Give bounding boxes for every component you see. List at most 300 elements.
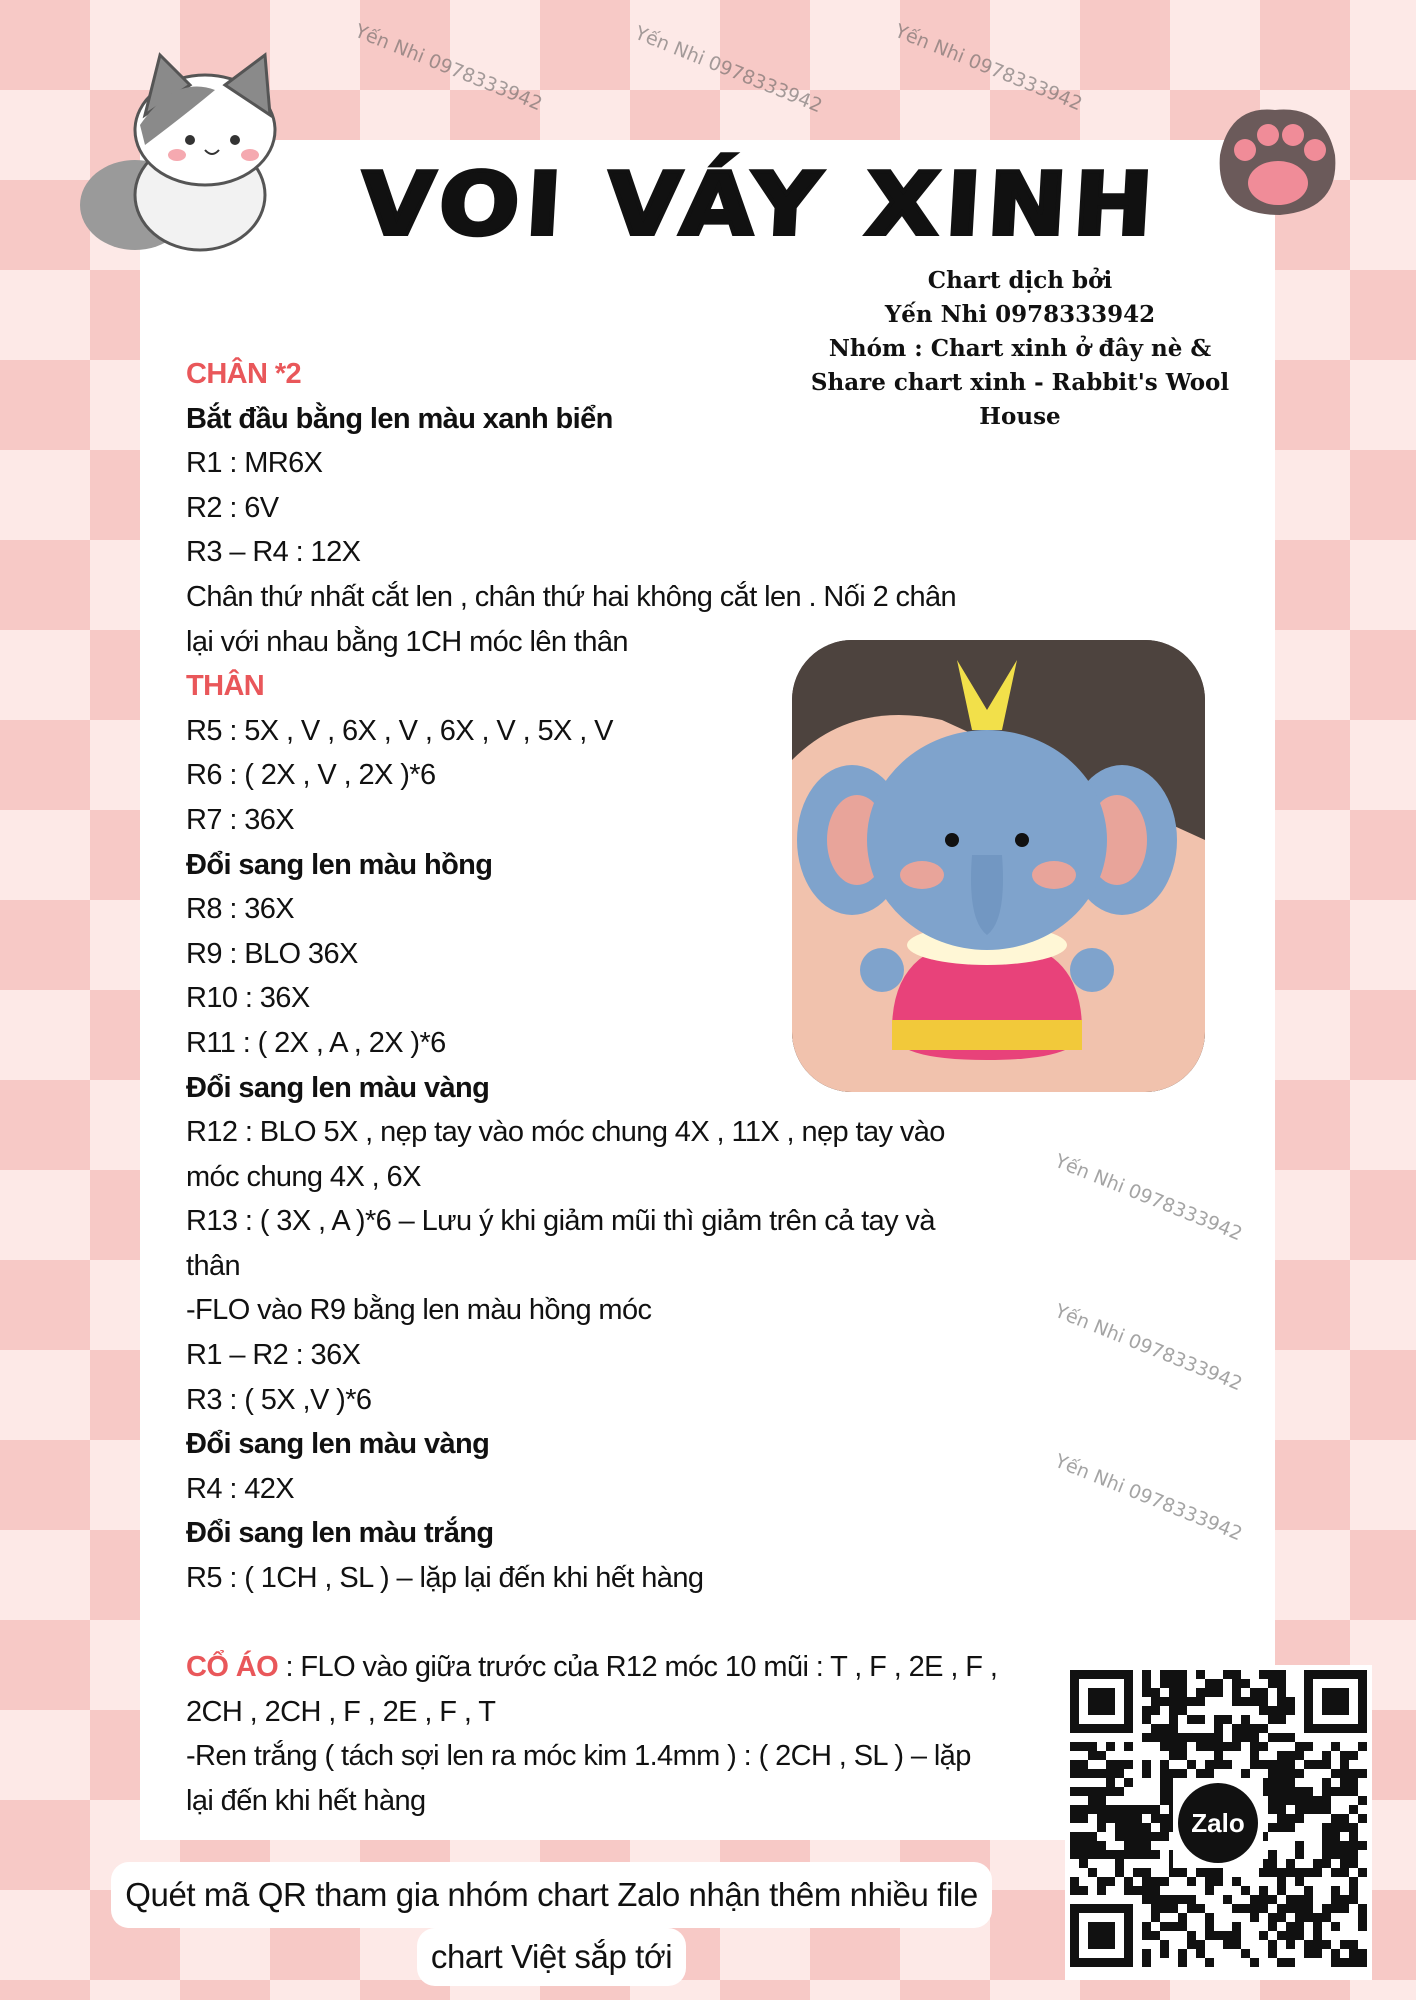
qr-module [1286, 1931, 1295, 1940]
qr-module [1097, 1886, 1106, 1895]
qr-module [1340, 1787, 1349, 1796]
watermark-text: Yến Nhi 0978333942 [1051, 1300, 1246, 1396]
qr-module [1349, 1751, 1358, 1760]
color-change-note: Bắt đầu bằng len màu xanh biển [186, 402, 613, 435]
qr-module [1115, 1760, 1124, 1769]
qr-module [1214, 1931, 1223, 1940]
qr-module [1070, 1814, 1079, 1823]
qr-module [1232, 1742, 1241, 1751]
qr-module [1286, 1769, 1295, 1778]
qr-module [1205, 1913, 1214, 1922]
qr-module [1097, 1841, 1106, 1850]
qr-module [1178, 1688, 1187, 1697]
qr-module [1349, 1940, 1358, 1949]
qr-module [1142, 1958, 1151, 1967]
qr-module [1277, 1904, 1286, 1913]
qr-module [1151, 1688, 1160, 1697]
qr-module [1106, 1805, 1115, 1814]
qr-module [1286, 1868, 1295, 1877]
qr-module [1106, 1778, 1115, 1787]
qr-module [1115, 1787, 1124, 1796]
qr-module [1250, 1760, 1259, 1769]
qr-module [1115, 1868, 1124, 1877]
qr-module [1160, 1778, 1169, 1787]
qr-module [1322, 1832, 1331, 1841]
qr-module [1340, 1868, 1349, 1877]
qr-module [1331, 1832, 1340, 1841]
qr-module [1124, 1886, 1133, 1895]
qr-module [1322, 1823, 1331, 1832]
qr-module [1241, 1733, 1250, 1742]
qr-module [1286, 1751, 1295, 1760]
qr-module [1160, 1697, 1169, 1706]
qr-module [1295, 1868, 1304, 1877]
qr-module [1160, 1724, 1169, 1733]
qr-module [1133, 1886, 1142, 1895]
qr-module [1205, 1760, 1214, 1769]
pattern-line: thân [186, 1249, 241, 1282]
qr-module [1169, 1706, 1178, 1715]
qr-module [1097, 1877, 1106, 1886]
qr-module [1340, 1751, 1349, 1760]
qr-module [1160, 1679, 1169, 1688]
qr-module [1313, 1796, 1322, 1805]
qr-module [1295, 1751, 1304, 1760]
qr-module [1295, 1922, 1304, 1931]
qr-module [1124, 1832, 1133, 1841]
qr-module [1331, 1841, 1340, 1850]
qr-module [1169, 1751, 1178, 1760]
qr-module [1295, 1895, 1304, 1904]
qr-module [1151, 1706, 1160, 1715]
qr-module [1259, 1868, 1268, 1877]
qr-module [1277, 1688, 1286, 1697]
qr-module [1286, 1922, 1295, 1931]
qr-module [1232, 1733, 1241, 1742]
qr-module [1286, 1940, 1295, 1949]
qr-module [1142, 1760, 1151, 1769]
qr-module [1106, 1742, 1115, 1751]
qr-module [1268, 1733, 1277, 1742]
pattern-line: R1 : MR6X [186, 447, 323, 480]
qr-module [1133, 1814, 1142, 1823]
qr-module [1331, 1823, 1340, 1832]
qr-module [1205, 1742, 1214, 1751]
qr-module [1295, 1742, 1304, 1751]
qr-module [1295, 1769, 1304, 1778]
qr-module [1313, 1868, 1322, 1877]
qr-module [1088, 1850, 1097, 1859]
qr-module [1169, 1922, 1178, 1931]
qr-module [1304, 1805, 1313, 1814]
qr-module [1358, 1958, 1367, 1967]
qr-module [1088, 1922, 1115, 1949]
qr-module [1277, 1877, 1286, 1886]
qr-module [1160, 1832, 1169, 1841]
watermark-text: Yến Nhi 0978333942 [1051, 1450, 1246, 1546]
qr-module [1277, 1706, 1286, 1715]
qr-module [1277, 1787, 1286, 1796]
qr-module [1349, 1895, 1358, 1904]
qr-module [1286, 1859, 1295, 1868]
qr-module [1349, 1949, 1358, 1958]
qr-module [1232, 1724, 1241, 1733]
color-change-note: Đổi sang len màu hồng [186, 848, 493, 881]
qr-module [1160, 1733, 1169, 1742]
qr-module [1187, 1904, 1196, 1913]
qr-module [1187, 1940, 1196, 1949]
qr-module [1268, 1670, 1277, 1679]
qr-module [1178, 1895, 1187, 1904]
qr-module [1250, 1913, 1259, 1922]
qr-module [1079, 1805, 1088, 1814]
qr-module [1250, 1733, 1259, 1742]
qr-module [1142, 1832, 1151, 1841]
qr-module [1331, 1895, 1340, 1904]
qr-module [1277, 1796, 1286, 1805]
qr-module [1322, 1751, 1331, 1760]
qr-module [1232, 1877, 1241, 1886]
qr-module [1178, 1742, 1187, 1751]
qr-module [1277, 1823, 1286, 1832]
qr-module [1259, 1895, 1268, 1904]
qr-module [1196, 1904, 1205, 1913]
qr-module [1178, 1949, 1187, 1958]
qr-module [1160, 1769, 1169, 1778]
qr-module [1331, 1769, 1340, 1778]
qr-module [1097, 1805, 1106, 1814]
qr-module [1340, 1958, 1349, 1967]
qr-module [1169, 1715, 1178, 1724]
qr-module [1322, 1913, 1331, 1922]
qr-module [1340, 1895, 1349, 1904]
qr-module [1268, 1787, 1277, 1796]
qr-module [1232, 1679, 1241, 1688]
qr-module [1070, 1841, 1079, 1850]
qr-module [1187, 1715, 1196, 1724]
qr-module [1133, 1850, 1142, 1859]
credit-line: Yến Nhi 0978333942 [884, 301, 1156, 328]
qr-module [1160, 1823, 1169, 1832]
qr-module [1250, 1724, 1259, 1733]
pattern-line: R5 : ( 1CH , SL ) – lặp lại đến khi hết hàng [186, 1562, 704, 1595]
qr-module [1079, 1886, 1088, 1895]
qr-module [1322, 1841, 1331, 1850]
qr-module [1349, 1778, 1358, 1787]
qr-module [1205, 1958, 1214, 1967]
qr-module [1079, 1769, 1088, 1778]
qr-module [1286, 1958, 1295, 1967]
qr-module [1295, 1904, 1304, 1913]
qr-module [1133, 1832, 1142, 1841]
qr-module [1214, 1868, 1223, 1877]
qr-module [1214, 1877, 1223, 1886]
pattern-line: lại với nhau bằng 1CH móc lên thân [186, 625, 628, 658]
qr-module [1232, 1697, 1241, 1706]
qr-module [1124, 1814, 1133, 1823]
qr-module [1151, 1904, 1160, 1913]
qr-module [1277, 1697, 1286, 1706]
qr-module [1349, 1859, 1358, 1868]
color-change-note: Đổi sang len màu trắng [186, 1517, 494, 1550]
qr-module [1151, 1814, 1160, 1823]
qr-module [1196, 1742, 1205, 1751]
pattern-line: R8 : 36X [186, 893, 295, 926]
zalo-qr-code[interactable] [1065, 1665, 1372, 1980]
qr-module [1205, 1688, 1214, 1697]
qr-module [1151, 1724, 1160, 1733]
qr-module [1070, 1877, 1079, 1886]
qr-module [1070, 1886, 1079, 1895]
banner-line: chart Việt sắp tới [417, 1928, 686, 1986]
qr-module [1349, 1823, 1358, 1832]
qr-module [1295, 1931, 1304, 1940]
qr-module [1151, 1805, 1160, 1814]
qr-module [1286, 1895, 1295, 1904]
qr-module [1331, 1949, 1340, 1958]
qr-module [1196, 1769, 1205, 1778]
qr-module [1178, 1922, 1187, 1931]
qr-module [1295, 1841, 1304, 1850]
elephant-photo [792, 640, 1205, 1092]
qr-module [1133, 1823, 1142, 1832]
qr-module [1277, 1868, 1286, 1877]
qr-module [1340, 1769, 1349, 1778]
qr-module [1349, 1850, 1358, 1859]
qr-module [1079, 1787, 1088, 1796]
qr-module [1169, 1733, 1178, 1742]
pattern-line: R5 : 5X , V , 6X , V , 6X , V , 5X , V [186, 714, 613, 747]
qr-module [1268, 1679, 1277, 1688]
pattern-line: R10 : 36X [186, 982, 310, 1015]
qr-module [1295, 1913, 1304, 1922]
qr-module [1205, 1769, 1214, 1778]
qr-module [1223, 1670, 1232, 1679]
qr-module [1115, 1805, 1124, 1814]
qr-module [1313, 1922, 1322, 1931]
qr-module [1160, 1787, 1169, 1796]
qr-module [1178, 1913, 1187, 1922]
qr-module [1115, 1823, 1124, 1832]
credit-line: House [979, 403, 1061, 430]
qr-module [1088, 1868, 1097, 1877]
qr-module [1232, 1922, 1241, 1931]
qr-module [1133, 1841, 1142, 1850]
qr-module [1169, 1868, 1178, 1877]
qr-module [1358, 1949, 1367, 1958]
qr-module [1178, 1697, 1187, 1706]
qr-module [1169, 1742, 1178, 1751]
qr-module [1331, 1868, 1340, 1877]
qr-module [1088, 1787, 1097, 1796]
qr-module [1106, 1787, 1115, 1796]
pattern-line: lại đến khi hết hàng [186, 1785, 426, 1817]
qr-module [1241, 1679, 1250, 1688]
qr-module [1313, 1940, 1322, 1949]
qr-module [1277, 1931, 1286, 1940]
qr-module [1331, 1922, 1340, 1931]
qr-module [1151, 1877, 1160, 1886]
color-change-note: Đổi sang len màu vàng [186, 1071, 490, 1104]
qr-module [1088, 1769, 1097, 1778]
qr-module [1169, 1724, 1178, 1733]
qr-module [1070, 1787, 1079, 1796]
qr-module [1205, 1886, 1214, 1895]
qr-module [1151, 1832, 1160, 1841]
qr-module [1214, 1742, 1223, 1751]
qr-module [1232, 1904, 1241, 1913]
qr-module [1187, 1733, 1196, 1742]
qr-module [1142, 1733, 1151, 1742]
pattern-line: -FLO vào R9 bằng len màu hồng móc [186, 1294, 652, 1327]
qr-module [1358, 1796, 1367, 1805]
pattern-line: R7 : 36X [186, 803, 295, 836]
qr-module [1088, 1805, 1097, 1814]
qr-module [1214, 1733, 1223, 1742]
qr-module [1178, 1733, 1187, 1742]
qr-module [1286, 1814, 1295, 1823]
qr-module [1286, 1778, 1295, 1787]
qr-module [1268, 1715, 1277, 1724]
qr-module [1259, 1886, 1268, 1895]
qr-module [1088, 1832, 1097, 1841]
qr-module [1322, 1904, 1331, 1913]
qr-module [1286, 1760, 1295, 1769]
qr-module [1286, 1733, 1295, 1742]
qr-module [1124, 1823, 1133, 1832]
qr-module [1160, 1796, 1169, 1805]
qr-module [1241, 1949, 1250, 1958]
qr-module [1349, 1769, 1358, 1778]
pattern-line: R1 – R2 : 36X [186, 1339, 361, 1372]
qr-module [1304, 1787, 1313, 1796]
qr-module [1133, 1805, 1142, 1814]
qr-module [1295, 1877, 1304, 1886]
qr-module [1268, 1796, 1277, 1805]
qr-module [1268, 1913, 1277, 1922]
qr-module [1205, 1679, 1214, 1688]
pattern-line: : FLO vào giữa trước của R12 móc 10 mũi : T , F , 2E , F , [278, 1651, 998, 1684]
qr-module [1268, 1859, 1277, 1868]
qr-module [1124, 1742, 1133, 1751]
qr-module [1295, 1850, 1304, 1859]
qr-module [1196, 1868, 1205, 1877]
qr-module [1268, 1823, 1277, 1832]
qr-module [1079, 1742, 1088, 1751]
qr-module [1169, 1769, 1178, 1778]
qr-module [1358, 1868, 1367, 1877]
color-change-note: Đổi sang len màu vàng [186, 1428, 490, 1461]
qr-module [1160, 1895, 1169, 1904]
qr-module [1349, 1805, 1358, 1814]
qr-module [1070, 1769, 1079, 1778]
qr-module [1295, 1787, 1304, 1796]
qr-module [1160, 1814, 1169, 1823]
qr-module [1142, 1931, 1151, 1940]
qr-module [1214, 1679, 1223, 1688]
pattern-line: R2 : 6V [186, 491, 279, 524]
qr-module [1070, 1760, 1079, 1769]
qr-module [1214, 1751, 1223, 1760]
qr-module [1115, 1814, 1124, 1823]
pattern-line: móc chung 4X , 6X [186, 1160, 421, 1193]
qr-module [1241, 1697, 1250, 1706]
qr-module [1331, 1958, 1340, 1967]
qr-module [1304, 1895, 1313, 1904]
qr-module [1178, 1958, 1187, 1967]
qr-module [1097, 1850, 1106, 1859]
qr-module [1178, 1868, 1187, 1877]
qr-module [1268, 1706, 1277, 1715]
qr-module [1088, 1841, 1097, 1850]
qr-module [1124, 1841, 1133, 1850]
qr-module [1241, 1769, 1250, 1778]
qr-module [1340, 1760, 1349, 1769]
qr-module [1232, 1670, 1241, 1679]
qr-module [1331, 1814, 1340, 1823]
qr-module [1106, 1877, 1115, 1886]
qr-module [1304, 1904, 1313, 1913]
qr-module [1331, 1742, 1340, 1751]
qr-module [1106, 1850, 1115, 1859]
qr-module [1286, 1697, 1295, 1706]
qr-module [1142, 1715, 1151, 1724]
qr-module [1142, 1679, 1151, 1688]
pattern-line: R9 : BLO 36X [186, 937, 358, 970]
qr-module [1331, 1787, 1340, 1796]
qr-module [1358, 1814, 1367, 1823]
qr-module [1349, 1958, 1358, 1967]
qr-module [1241, 1904, 1250, 1913]
qr-module [1070, 1742, 1079, 1751]
qr-module [1331, 1850, 1340, 1859]
pattern-line [186, 1601, 997, 1646]
qr-module [1097, 1787, 1106, 1796]
section-heading: CỔ ÁO [186, 1651, 279, 1684]
qr-module [1196, 1670, 1205, 1679]
qr-module [1304, 1742, 1313, 1751]
qr-module [1349, 1832, 1358, 1841]
qr-module [1178, 1751, 1187, 1760]
qr-module [1097, 1796, 1106, 1805]
qr-module [1250, 1688, 1259, 1697]
qr-module [1358, 1922, 1367, 1931]
watermark-text: Yến Nhi 0978333942 [631, 22, 826, 118]
qr-module [1151, 1931, 1160, 1940]
qr-module [1070, 1832, 1079, 1841]
qr-module [1187, 1931, 1196, 1940]
pattern-line: 2CH , 2CH , F , 2E , F , T [186, 1695, 496, 1728]
qr-module [1277, 1814, 1286, 1823]
qr-module [1340, 1850, 1349, 1859]
qr-module [1322, 1850, 1331, 1859]
qr-module [1151, 1697, 1160, 1706]
qr-module [1286, 1823, 1295, 1832]
qr-module [1304, 1949, 1313, 1958]
qr-module [1088, 1796, 1097, 1805]
credit-line: Chart dịch bởi [927, 267, 1113, 294]
qr-module [1196, 1940, 1205, 1949]
qr-module [1259, 1904, 1268, 1913]
qr-module [1313, 1931, 1322, 1940]
page-title: VOI VÁY XINH [358, 155, 1162, 255]
qr-module [1151, 1913, 1160, 1922]
qr-module [1331, 1886, 1340, 1895]
qr-module [1196, 1949, 1205, 1958]
qr-module [1160, 1877, 1169, 1886]
qr-module [1142, 1805, 1151, 1814]
qr-module [1259, 1697, 1268, 1706]
